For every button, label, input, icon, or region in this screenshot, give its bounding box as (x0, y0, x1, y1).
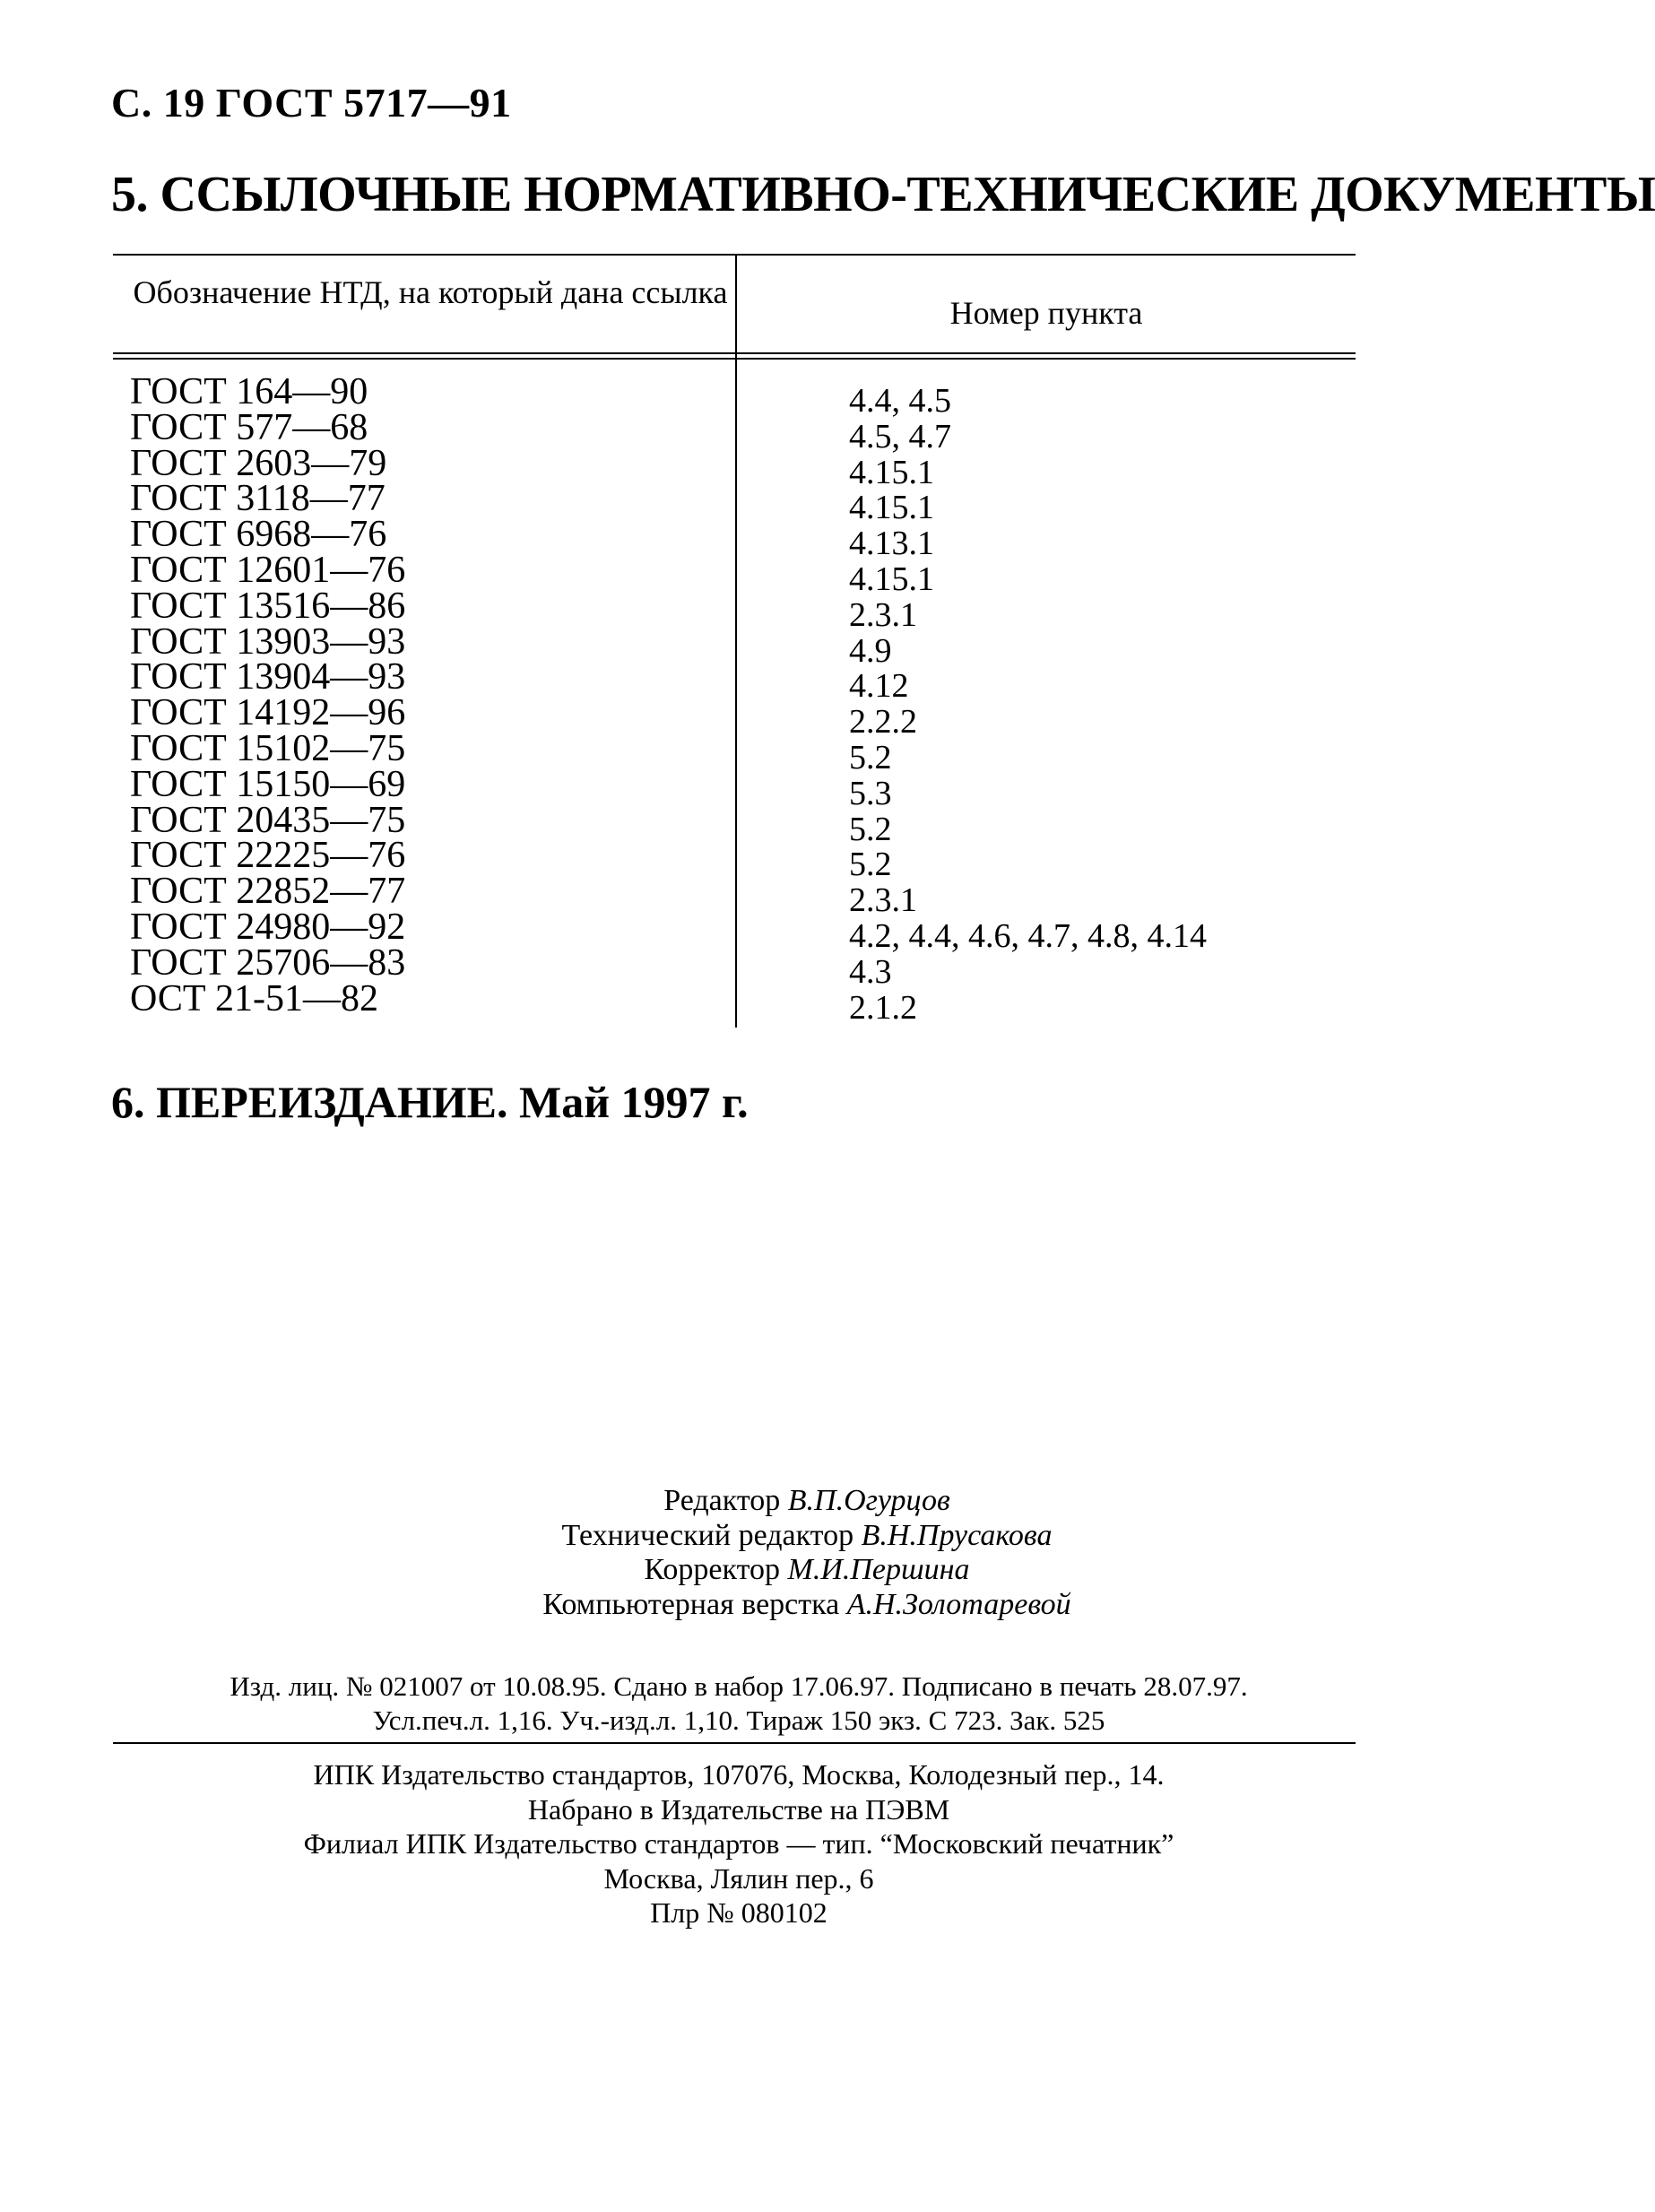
credit-proofreader-name: М.И.Першина (787, 1553, 970, 1586)
table-cell-doc: ГОСТ 13903—93 (130, 620, 406, 663)
table-cell-items: 5.2 (849, 846, 892, 884)
table-cell-items: 2.3.1 (849, 881, 917, 920)
publication-info (111, 1670, 1366, 1738)
table-cell-doc: ГОСТ 15102—75 (130, 727, 406, 769)
table-cell-doc: ГОСТ 6968—76 (130, 514, 387, 556)
table-cell-doc: ГОСТ 3118—77 (130, 478, 386, 520)
column-header-item-number: Номер пункта (949, 295, 1143, 331)
table-cell-doc: ГОСТ 22225—76 (130, 835, 406, 877)
table-column-divider (735, 254, 737, 1028)
imprint-rule (113, 1742, 1356, 1744)
credit-tech-editor (359, 1519, 1255, 1554)
table-cell-items: 5.2 (849, 738, 892, 776)
credit-layout-name: А.Н.Золотаревой (846, 1587, 1071, 1621)
credit-editor (359, 1484, 1255, 1519)
table-cell-doc: ГОСТ 13516—86 (130, 585, 406, 627)
section-6-title: 6. ПЕРЕИЗДАНИЕ. Май 1997 г. (111, 1077, 749, 1127)
table-cell-doc: ОСТ 21-51—82 (130, 977, 378, 1019)
table-cell-doc: ГОСТ 577—68 (130, 406, 368, 448)
credits-block (359, 1484, 1255, 1622)
table-cell-items: 5.3 (849, 774, 892, 812)
credit-editor-name: В.П.Огурцов (787, 1484, 950, 1517)
printer-info (111, 1757, 1366, 1930)
table-cell-doc: ГОСТ 24980—92 (130, 906, 406, 948)
table-cell-doc: ГОСТ 164—90 (130, 371, 368, 412)
credit-proofreader (359, 1553, 1255, 1588)
table-cell-doc: ГОСТ 22852—77 (130, 871, 406, 913)
table-top-rule (113, 254, 1356, 256)
printer-line-3: Филиал ИПК Издательство стандартов — тип. “Московский печатник” (303, 1827, 1174, 1860)
table-cell-items: 4.9 (849, 631, 892, 670)
table-cell-doc: ГОСТ 13904—93 (130, 656, 406, 698)
credit-editor-label: Редактор (663, 1484, 781, 1517)
table-cell-doc: ГОСТ 25706—83 (130, 941, 406, 984)
printer-line-2: Набрано в Издательстве на ПЭВМ (527, 1792, 950, 1826)
credit-layout-label: Компьютерная верстка (542, 1587, 840, 1621)
credit-tech-editor-label: Технический редактор (561, 1518, 854, 1552)
table-cell-items: 4.15.1 (849, 489, 934, 527)
table-cell-items: 4.4, 4.5 (849, 382, 951, 420)
designation-column (130, 371, 406, 1019)
table-header-rule-double (113, 358, 1356, 360)
table-cell-items: 4.13.1 (849, 525, 934, 563)
printer-line-5: Плр № 080102 (650, 1896, 828, 1929)
item-number-column (849, 384, 1207, 1026)
page-header: С. 19 ГОСТ 5717—91 (111, 80, 512, 126)
column-header-designation: Обозначение НТД, на который дана ссылка (133, 274, 728, 310)
publication-line-2: Усл.печ.л. 1,16. Уч.-изд.л. 1,10. Тираж 150 экз. С 723. Зак. 525 (372, 1705, 1105, 1736)
credit-tech-editor-name: В.Н.Прусакова (861, 1518, 1053, 1552)
table-cell-items: 4.2, 4.4, 4.6, 4.7, 4.8, 4.14 (849, 916, 1207, 955)
table-cell-doc: ГОСТ 12601—76 (130, 549, 406, 591)
table-cell-items: 4.5, 4.7 (849, 417, 951, 455)
table-cell-items: 4.3 (849, 952, 892, 991)
table-cell-items: 5.2 (849, 810, 892, 848)
credit-layout (359, 1588, 1255, 1623)
table-header-rule (113, 352, 1356, 354)
table-cell-doc: ГОСТ 2603—79 (130, 442, 387, 484)
table-cell-doc: ГОСТ 15150—69 (130, 763, 406, 805)
credit-proofreader-label: Корректор (644, 1553, 780, 1586)
printer-line-1: ИПК Издательство стандартов, 107076, Москва, Колодезный пер., 14. (313, 1758, 1165, 1791)
table-cell-items: 4.12 (849, 667, 909, 706)
table-cell-doc: ГОСТ 20435—75 (130, 799, 406, 841)
table-cell-items: 4.15.1 (849, 453, 934, 491)
table-cell-items: 4.15.1 (849, 560, 934, 598)
table-cell-items: 2.2.2 (849, 703, 917, 742)
table-cell-items: 2.3.1 (849, 595, 917, 634)
printer-line-4: Москва, Лялин пер., 6 (603, 1861, 874, 1895)
section-5-title: 5. ССЫЛОЧНЫЕ НОРМАТИВНО-ТЕХНИЧЕСКИЕ ДОКУМЕНТЫ (111, 167, 1655, 222)
table-cell-items: 2.1.2 (849, 988, 917, 1027)
publication-line-1: Изд. лиц. № 021007 от 10.08.95. Сдано в набор 17.06.97. Подписано в печать 28.07.97. (230, 1670, 1248, 1702)
table-cell-doc: ГОСТ 14192—96 (130, 692, 406, 734)
